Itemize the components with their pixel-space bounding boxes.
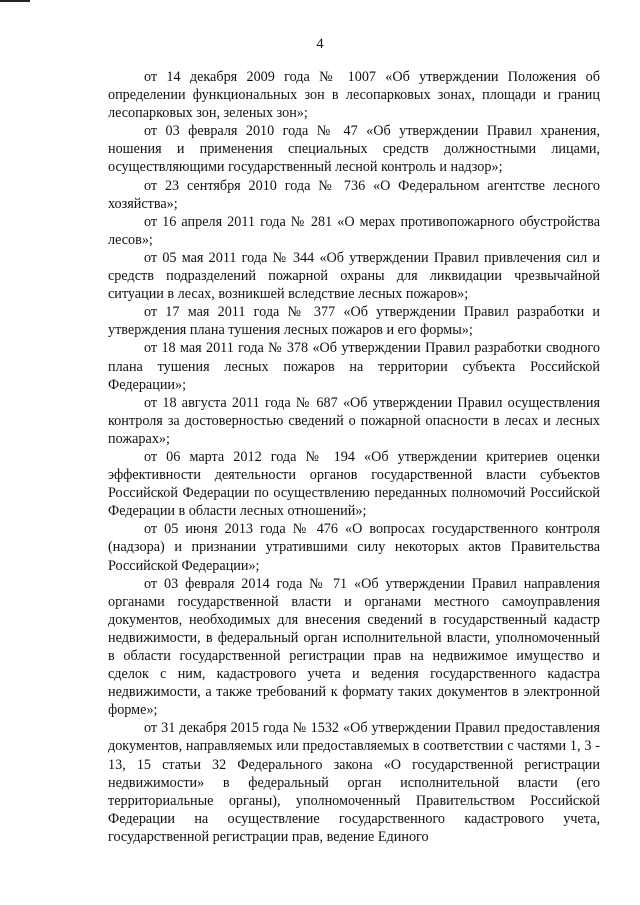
list-item: от 05 мая 2011 года № 344 «Об утверждении Правил привлечения сил и средств подразделений пожарной охраны для ликвидации чрезвычайной ситуации в лесах, возникшей вследствие лесных пожаров»; [108, 249, 600, 303]
scan-corner-mark [0, 0, 30, 2]
list-item: от 03 февраля 2014 года № 71 «Об утверждении Правил направления органами государственной власти и органами местного самоуправления документов, необходимых для внесения сведений в государственный кадастр недвижимости, в федеральный орган исполнительной власти, уполномоченный в области государственной регистрации прав на недвижимое имущество и сделок с ним, кадастрового учета и ведения государственного кадастра недвижимости, а также требований к формату таких документов в электронной форме»; [108, 575, 600, 719]
list-item: от 18 мая 2011 года № 378 «Об утверждении Правил разработки сводного плана тушения лесных пожаров на территории субъекта Российской Федерации»; [108, 340, 600, 393]
list-item: от 18 августа 2011 года № 687 «Об утверждении Правил осуществления контроля за достоверностью сведений о пожарной опасности в лесах и лесных пожарах»; [108, 394, 600, 447]
list-item: от 03 февраля 2010 года № 47 «Об утверждении Правил хранения, ношения и применения специальных средств должностными лицами, осуществляющими государственный лесной контроль и надзор»; [108, 123, 600, 176]
list-item: от 16 апреля 2011 года № 281 «О мерах противопожарного обустройства лесов»; [108, 213, 600, 248]
list-item: от 17 мая 2011 года № 377 «Об утверждении Правил разработки и утверждения плана тушения лесных пожаров и его формы»; [108, 304, 600, 339]
list-item: от 23 сентября 2010 года № 736 «О Федеральном агентстве лесного хозяйства»; [108, 177, 600, 212]
list-item: от 31 декабря 2015 года № 1532 «Об утверждении Правил предоставления документов, направляемых или предоставляемых в соответствии с частями 1, 3 - 13, 15 статьи 32 Федерального закона «О государственной регистрации недвижимости» в федеральный орган исполнительной власти (его территориальные органы), уполномоченный Правительством Российской Федерации на осуществление государственного кадастрового учета, государственной регистрации прав, ведение Единого [108, 720, 600, 845]
list-item: от 14 декабря 2009 года № 1007 «Об утверждении Положения об определении функциональных зон в лесопарковых зонах, площади и границ лесопарковых зон, зеленых зон»; [108, 69, 600, 122]
list-item: от 05 июня 2013 года № 476 «О вопросах государственного контроля (надзора) и признании утратившими силу некоторых актов Правительства Российской Федерации»; [108, 521, 600, 574]
list-item: от 06 марта 2012 года № 194 «Об утверждении критериев оценки эффективности деятельности органов государственной власти субъектов Российской Федерации по осуществлению переданных полномочий Российской Федерации в области лесных отношений»; [108, 448, 600, 520]
page-number: 4 [316, 36, 324, 52]
document-body [108, 68, 600, 846]
